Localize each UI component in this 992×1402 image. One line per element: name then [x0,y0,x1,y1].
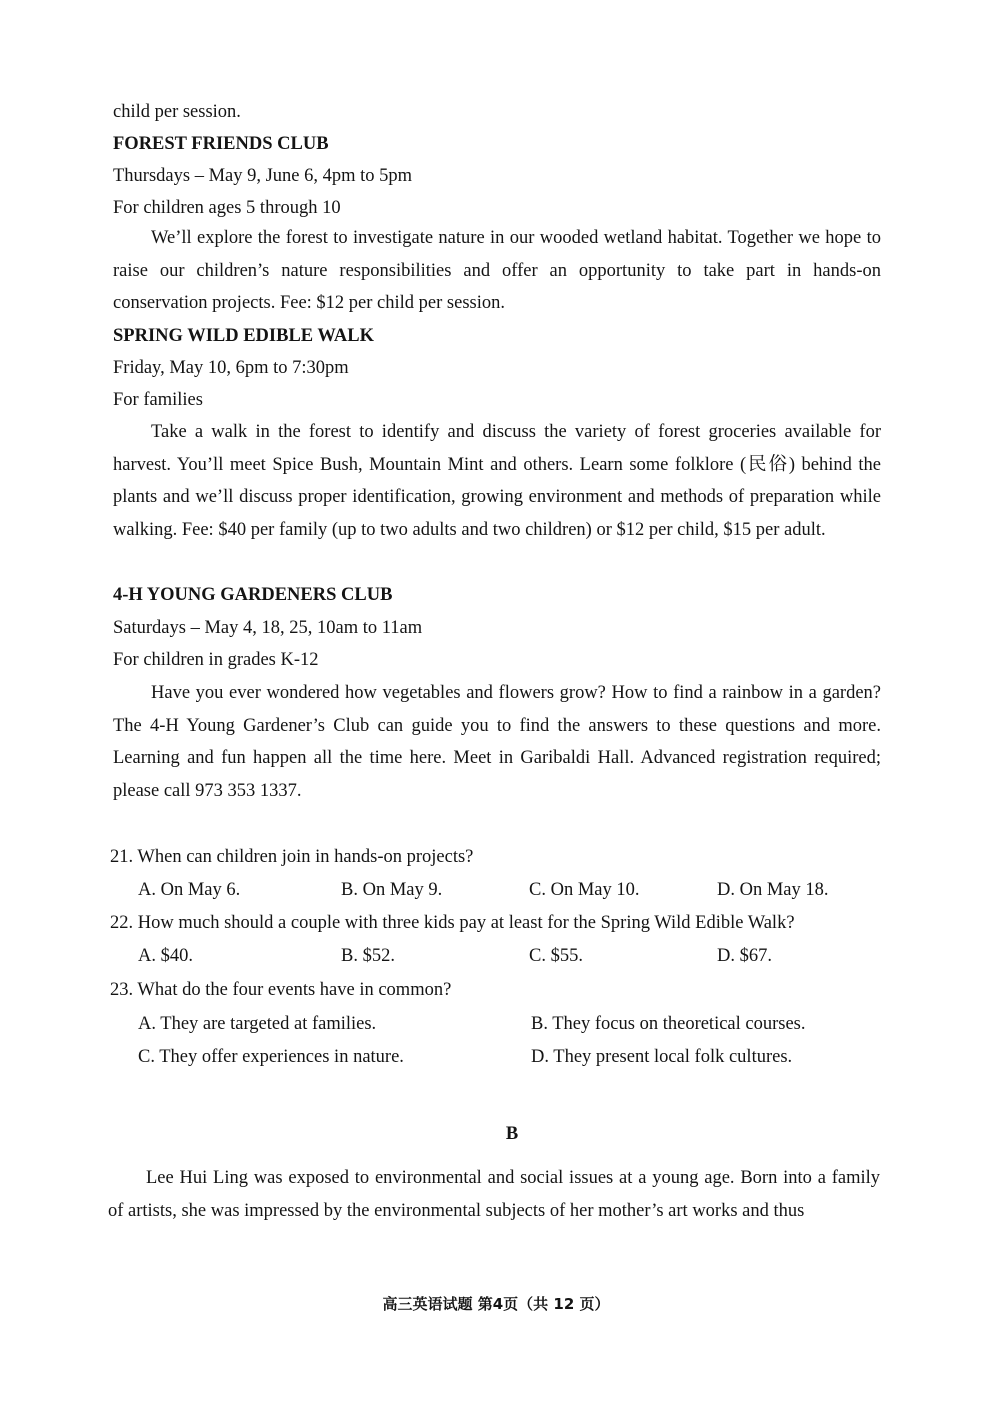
question-22-option-a[interactable]: A. $40. [138,946,193,966]
question-21-option-b[interactable]: B. On May 9. [341,880,443,900]
event-audience-forest-friends: For children ages 5 through 10 [113,198,341,218]
event-title-wild-edible-walk: SPRING WILD EDIBLE WALK [113,326,374,346]
question-21-option-c[interactable]: C. On May 10. [529,880,640,900]
question-22-option-c[interactable]: C. $55. [529,946,583,966]
question-23-stem: 23. What do the four events have in common? [110,980,452,1000]
event-description-young-gardeners: Have you ever wondered how vegetables and flowers grow? How to find a rainbow in a garden? The 4-H Young Gardener’s Club can guide you to find the answers to these questions and more. Learning and fun happen all the time here. Meet in Garibaldi Hall. Advanced registration required; please call 973 353 1337. [113,683,881,801]
question-22-option-d[interactable]: D. $67. [717,946,772,966]
event-description-wild-edible-walk: Take a walk in the forest to identify and discuss the variety of forest groceries available for harvest. You’ll meet Spice Bush, Mountain Mint and others. Learn some folklore (民俗) behind the plants and we’ll discuss proper identification, growing environment and methods of preparation while walking. Fee: $40 per family (up to two adults and two children) or $12 per child, $15 per adult. [113,422,881,540]
question-22-stem: 22. How much should a couple with three kids pay at least for the Spring Wild Edible Walk? [110,913,795,933]
question-23-option-b[interactable]: B. They focus on theoretical courses. [531,1014,806,1034]
question-23-option-c[interactable]: C. They offer experiences in nature. [138,1047,404,1067]
section-b-passage: Lee Hui Ling was exposed to environmental and social issues at a young age. Born into a family of artists, she was impressed by the environmental subjects of her mother’s art works and thus [108,1168,880,1221]
intro-fragment: child per session. [113,102,241,122]
question-22-option-b[interactable]: B. $52. [341,946,395,966]
page-footer: 高三英语试题 第4页（共 12 页） [382,1295,610,1313]
event-audience-wild-edible-walk: For families [113,390,203,410]
event-schedule-forest-friends: Thursdays – May 9, June 6, 4pm to 5pm [113,166,413,186]
event-audience-young-gardeners: For children in grades K-12 [113,650,319,670]
question-21-option-d[interactable]: D. On May 18. [717,880,829,900]
question-21-stem: 21. When can children join in hands-on projects? [110,847,474,867]
question-23-option-a[interactable]: A. They are targeted at families. [138,1014,377,1034]
event-schedule-young-gardeners: Saturdays – May 4, 18, 25, 10am to 11am [113,618,423,638]
question-21-option-a[interactable]: A. On May 6. [138,880,241,900]
event-title-young-gardeners: 4-H YOUNG GARDENERS CLUB [113,585,393,605]
section-b-label: B [505,1124,519,1144]
event-title-forest-friends: FOREST FRIENDS CLUB [113,134,329,154]
event-schedule-wild-edible-walk: Friday, May 10, 6pm to 7:30pm [113,358,349,378]
event-description-forest-friends: We’ll explore the forest to investigate nature in our wooded wetland habitat. Together we hope to raise our children’s nature responsibilities and offer an opportunity to take part in hands-on conservation projects. Fee: $12 per child per session. [113,228,881,313]
question-23-option-d[interactable]: D. They present local folk cultures. [531,1047,793,1067]
